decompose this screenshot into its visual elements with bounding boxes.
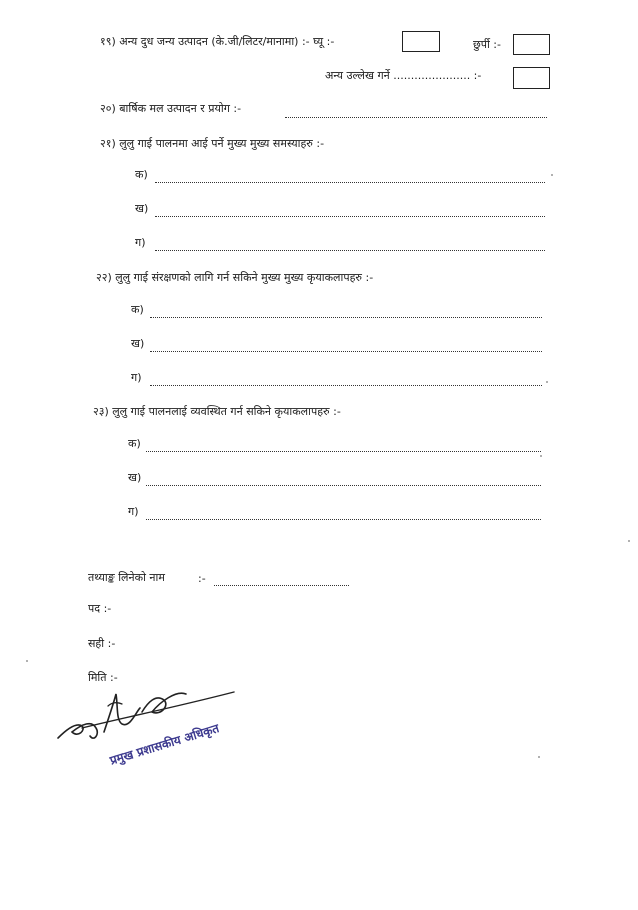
date-label: मिति :- bbox=[88, 671, 118, 684]
q21-item-ka: क) bbox=[135, 168, 148, 181]
q23-item-ga-line[interactable] bbox=[146, 519, 541, 520]
q22-item-kha-line[interactable] bbox=[150, 351, 542, 352]
official-stamp: प्रमुख प्रशासकीय अधिकृत bbox=[108, 721, 221, 768]
scan-speck bbox=[546, 381, 548, 383]
ghee-value-box[interactable] bbox=[402, 31, 440, 52]
q22-label: २२) लुलु गाई संरक्षणको लागि गर्न सकिने मुख्य मुख्य कृयाकलापहरु :- bbox=[96, 271, 374, 284]
q23-item-ka-line[interactable] bbox=[146, 451, 541, 452]
q21-item-ka-line[interactable] bbox=[155, 182, 545, 183]
q19-chhurpi-label: छुर्पी :- bbox=[473, 38, 501, 51]
q23-item-kha-line[interactable] bbox=[146, 485, 541, 486]
q23-item-ka: क) bbox=[128, 437, 141, 450]
q20-answer-line[interactable] bbox=[285, 117, 547, 118]
q19-label: १९) अन्य दुध जन्य उत्पादन (के.जी/लिटर/मानामा) :- घ्यू :- bbox=[100, 35, 335, 48]
q20-label: २०) बार्षिक मल उत्पादन र प्रयोग :- bbox=[100, 102, 242, 115]
q22-item-kha: ख) bbox=[131, 337, 145, 350]
q21-item-ga: ग) bbox=[135, 236, 146, 249]
q21-label: २१) लुलु गाई पालनमा आई पर्ने मुख्य मुख्य समस्याहरु :- bbox=[100, 137, 325, 150]
chhurpi-value-box[interactable] bbox=[513, 34, 550, 55]
q22-item-ga: ग) bbox=[131, 371, 142, 384]
signature-label: सही :- bbox=[88, 637, 116, 650]
collector-name-separator: :- bbox=[198, 572, 206, 585]
collector-name-line[interactable] bbox=[214, 585, 349, 586]
q22-item-ga-line[interactable] bbox=[150, 385, 542, 386]
q21-item-kha: ख) bbox=[135, 202, 149, 215]
q23-label: २३) लुलु गाई पालनलाई व्यवस्थित गर्न सकिने कृयाकलापहरु :- bbox=[93, 405, 341, 418]
q22-item-ka: क) bbox=[131, 303, 144, 316]
q22-item-ka-line[interactable] bbox=[150, 317, 542, 318]
q21-item-ga-line[interactable] bbox=[155, 250, 545, 251]
q23-item-ga: ग) bbox=[128, 505, 139, 518]
scan-speck bbox=[551, 174, 553, 176]
scan-speck bbox=[628, 540, 630, 542]
scan-speck bbox=[540, 455, 542, 457]
other-value-box[interactable] bbox=[513, 67, 550, 89]
q23-item-kha: ख) bbox=[128, 471, 142, 484]
q21-item-kha-line[interactable] bbox=[155, 216, 545, 217]
q19-other-label: अन्य उल्लेख गर्ने ...................... :- bbox=[325, 69, 482, 82]
scan-speck bbox=[26, 660, 28, 662]
post-label: पद :- bbox=[88, 602, 112, 615]
scan-speck bbox=[538, 756, 540, 758]
collector-name-label: तथ्याङ्क लिनेको नाम bbox=[88, 571, 165, 584]
